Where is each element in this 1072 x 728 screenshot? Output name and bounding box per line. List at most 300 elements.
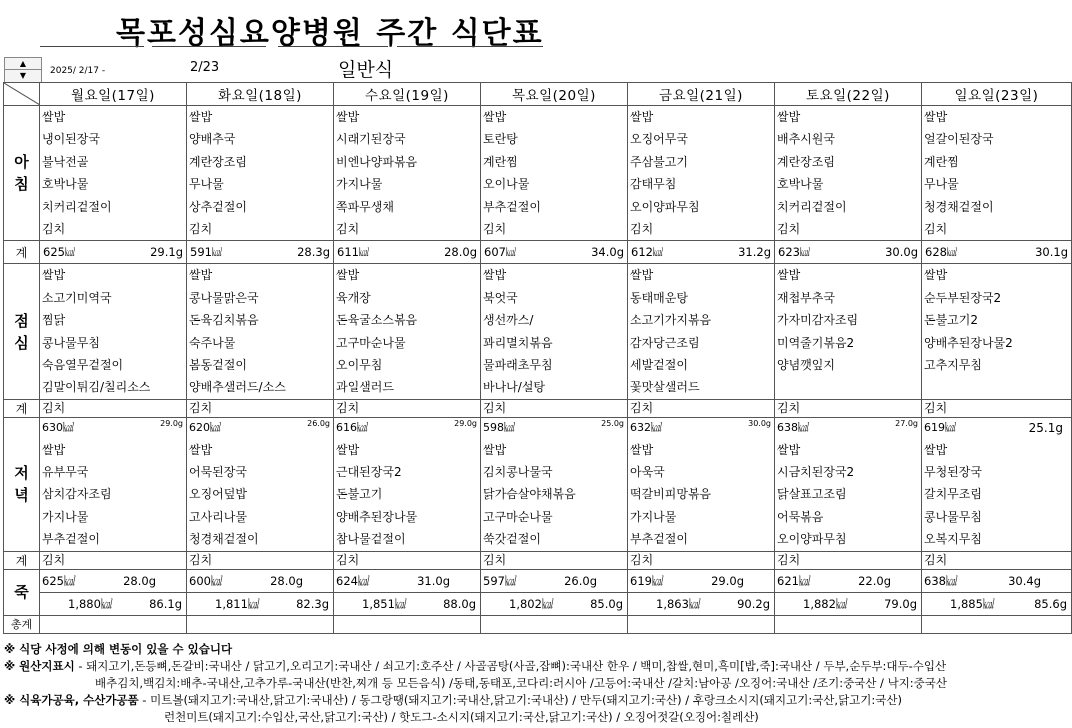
kcal-unit: ㎉: [358, 248, 369, 260]
lunch-day-cell: [628, 264, 775, 399]
dinner_kimchi-row: [4, 551, 1072, 569]
meal-label-subtotal: [4, 399, 40, 417]
nutrition-values: [334, 241, 480, 263]
kcal-value: 1,863: [656, 596, 689, 611]
menu-item: 호박나물: [777, 177, 824, 192]
dinner-day-cell: [775, 417, 922, 551]
menu-item: 꽈리멸치볶음: [483, 335, 553, 350]
nutrition-values: [775, 241, 921, 263]
lunch-day-cell: [187, 264, 334, 399]
menu-item: 김치: [336, 221, 360, 236]
menu-item: 가자미감자조림: [777, 313, 859, 328]
menu-item: 떡갈비피망볶음: [630, 487, 712, 502]
menu-item: 쌀밥: [777, 268, 801, 283]
protein-value: 25.1g: [1028, 420, 1063, 435]
lunch-day-cell: [481, 264, 628, 399]
menu-item: 김치: [777, 221, 801, 236]
menu-item: 미역줄기볶음2: [777, 335, 855, 350]
nutrition-values: [40, 570, 186, 592]
nutrition-cell: [187, 569, 334, 592]
menu-item: 쌀밥: [42, 442, 66, 457]
kcal-value: 612: [631, 245, 653, 260]
menu-item: 어묵된장국: [189, 465, 247, 480]
note-origin-2: 배추김치,백김치:배추-국내산,고추가루-국내산(반찬,찌개 등 모든음식) /동태,동태포,코다리:러시아 /고등어:국내산 /갈치:남아공 /오징어:국내산 /조기:중국산 / 낙지:중국산: [95, 676, 948, 690]
menu-item: 김치: [42, 552, 66, 567]
kcal-value: 630: [42, 420, 63, 434]
grand-total-label: [4, 615, 40, 633]
protein-value: 82.3g: [296, 596, 329, 611]
menu-item: 오이양파무침: [630, 199, 700, 214]
protein-value: 31.2g: [738, 245, 771, 260]
kimchi-cell: [40, 399, 187, 417]
menu-item: 감태무침: [630, 177, 677, 192]
menu-item: 쌀밥: [483, 268, 507, 283]
nutrition-values: [481, 570, 627, 592]
kimchi-cell: [922, 551, 1072, 569]
kimchi-cell: [187, 399, 334, 417]
menu-item: 봄동겉절이: [189, 357, 247, 372]
menu-item: 김치: [924, 400, 948, 415]
kimchi-cell: [334, 399, 481, 417]
menu-item: 쪽파무생채: [336, 199, 394, 214]
menu-item: 부추겉절이: [42, 532, 100, 547]
kimchi-cell: [481, 399, 628, 417]
kcal-value: 598: [483, 420, 504, 434]
grand-total-text: 총계: [10, 618, 33, 632]
menu-item: 고구마순나물: [336, 335, 406, 350]
nutrition-values: [40, 241, 186, 263]
menu-item: 얼갈이된장국: [924, 132, 994, 147]
kcal-unit: ㎉: [982, 596, 995, 611]
meal-label-lunch: [4, 264, 40, 399]
protein-value: 22.0g: [858, 573, 891, 588]
protein-value: 88.0g: [443, 596, 476, 611]
protein-value: 29.0g: [454, 418, 477, 428]
kcal-value: 625: [43, 245, 65, 260]
menu-item: 치커리겉절이: [777, 199, 847, 214]
lunch-day-cell: [334, 264, 481, 399]
protein-value: 26.0g: [564, 573, 597, 588]
lunch_kimchi-row: [4, 399, 1072, 417]
nutrition-values: [775, 593, 921, 615]
grand-total-cell: [922, 615, 1072, 633]
kcal-value: 1,802: [509, 596, 542, 611]
kcal-wrap: [43, 241, 75, 263]
breakfast_nutrition-row: [4, 241, 1072, 264]
kcal-unit: ㎉: [651, 573, 664, 588]
menu-item: 고구마순나물: [483, 509, 553, 524]
menu-item: 물파래초무침: [483, 357, 553, 372]
notes: [4, 641, 1070, 726]
menu-item: 양배추된장나물: [336, 509, 418, 524]
menu-item: 쌀밥: [483, 110, 507, 124]
protein-value: 30.0g: [885, 245, 918, 260]
kcal-value: 1,851: [362, 596, 395, 611]
kcal-unit: ㎉: [504, 420, 515, 434]
menu-item: 김치: [924, 221, 948, 236]
kcal-unit: ㎉: [211, 248, 222, 260]
menu-item: 양배추된장나물2: [924, 335, 1013, 350]
kcal-unit: ㎉: [798, 573, 811, 588]
menu-item: 순두부된장국2: [924, 290, 1002, 305]
divider: [152, 46, 266, 47]
menu-item: 오징어무국: [630, 132, 688, 147]
menu-item: 김치: [483, 400, 507, 415]
protein-value: 79.0g: [884, 596, 917, 611]
menu-item: 쌀밥: [189, 268, 213, 283]
menu-item: 오복지무침: [924, 532, 982, 547]
menu-item: 바나나/설탕: [483, 380, 546, 395]
kcal-unit: ㎉: [357, 573, 370, 588]
nutrition-cell: [922, 592, 1072, 615]
day-header: 토요일(22일): [775, 83, 922, 106]
menu-item: 근대된장국2: [336, 465, 402, 480]
kcal-value: 628: [925, 245, 947, 260]
date-spinner[interactable]: [4, 57, 42, 83]
divider: [40, 46, 144, 47]
kcal-unit: ㎉: [652, 248, 663, 260]
nutrition-values: [628, 593, 774, 615]
corner-diagonal: [4, 83, 40, 105]
menu-item: 세발겉절이: [630, 357, 688, 372]
corner-cell: [4, 83, 40, 106]
grand-total-cell: [775, 615, 922, 633]
menu-item: 쌀밥: [777, 442, 801, 457]
kimchi-cell: [775, 399, 922, 417]
menu-item: 생선까스/: [483, 313, 534, 328]
kcal-unit: ㎉: [651, 420, 662, 434]
dinner-day-cell: [628, 417, 775, 551]
dinner-day-cell: [922, 417, 1072, 551]
note-processed-2: 런천미트(돼지고기:수입산,국산,닭고기:국산) / 핫도그-소시지(돼지고기:국산,닭고기:국산) / 오징어젓갈(오징어:칠레산): [164, 710, 759, 724]
kimchi-cell: [922, 399, 1072, 417]
nutrition-values: [481, 241, 627, 263]
protein-value: 90.2g: [737, 596, 770, 611]
note-processed: ※ 식육가공육, 수산가공품 - 미트볼(돼지고기:국내산,닭고기:국내산) / 동그랑땡(돼지고기:국내산,닭고기:국내산) / 만두(돼지고기:국산) / 후랑크소시지(돼지고기:국산,닭고기:국산): [4, 693, 902, 707]
kcal-wrap: [362, 593, 406, 615]
protein-value: 30.0g: [748, 418, 771, 428]
menu-item: 쌀밥: [924, 268, 948, 283]
protein-value: 29.1g: [150, 245, 183, 260]
menu-item: 청경채겉절이: [189, 532, 259, 547]
menu-item: 쌀밥: [42, 268, 66, 283]
menu-item: 삼치감자조림: [42, 487, 112, 502]
meal-label-text: 죽: [14, 583, 29, 602]
kcal-value: 1,882: [803, 596, 836, 611]
kcal-wrap: [484, 241, 516, 263]
menu-item: 시금치된장국2: [777, 465, 855, 480]
dinner-day-cell: [40, 417, 187, 551]
kcal-unit: ㎉: [394, 596, 407, 611]
menu-item: 재첩부추국: [777, 290, 835, 305]
protein-value: 28.3g: [297, 245, 330, 260]
nutrition-values: [922, 418, 1071, 439]
kcal-unit: ㎉: [799, 248, 810, 260]
nutrition-cell: [40, 592, 187, 615]
nutrition-values: [481, 418, 627, 439]
menu-item: 배추시원국: [777, 132, 835, 147]
menu-item: 쌀밥: [336, 110, 360, 124]
kcal-unit: ㎉: [210, 420, 221, 434]
menu-item: 김치: [42, 400, 66, 415]
menu-item: 쌀밥: [189, 442, 213, 457]
kcal-value: 638: [924, 573, 946, 588]
menu-item: 동태매운탕: [630, 290, 688, 305]
kimchi-cell: [628, 399, 775, 417]
meal-label-subtotal: [4, 241, 40, 264]
kcal-wrap: [924, 570, 957, 592]
menu-item: 계란장조림: [777, 154, 835, 169]
dinner-day-cell: [481, 417, 628, 551]
menu-item: 김치: [336, 400, 360, 415]
grand-total-cell: [481, 615, 628, 633]
kcal-value: 616: [336, 420, 357, 434]
porridge-row: [4, 569, 1072, 592]
menu-item: 과일샐러드: [336, 380, 394, 395]
note-origin: ※ 원산지표시 - 돼지고기,돈등뼈,돈갈비:국내산 / 닭고기,오리고기:국내산 / 쇠고기:호주산 / 사골곰탕(사골,잡뼈):국내산 한우 / 백미,찹쌀,현미,흑미[밥,죽]:국내산 / 두부,순두부:대두-수입산: [4, 659, 947, 673]
menu-item: 무나물: [924, 177, 959, 192]
menu-item: 양념깻잎지: [777, 357, 835, 372]
menu-item: 어묵볶음: [777, 509, 824, 524]
kcal-value: 619: [924, 420, 945, 434]
protein-value: 86.1g: [149, 596, 182, 611]
nutrition-cell: [775, 592, 922, 615]
menu-item: 숙주나물: [189, 335, 236, 350]
dinner-day-cell: [187, 417, 334, 551]
kimchi-cell: [628, 551, 775, 569]
menu-item: 감자당근조림: [630, 335, 700, 350]
kcal-wrap: [925, 241, 957, 263]
menu-item: 쑥갓겉절이: [483, 532, 541, 547]
nutrition-cell: [40, 241, 187, 264]
kcal-unit: ㎉: [946, 248, 957, 260]
nutrition-cell: [922, 241, 1072, 264]
nutrition-values: [334, 593, 480, 615]
kcal-unit: ㎉: [63, 573, 76, 588]
kcal-wrap: [950, 593, 994, 615]
menu-item: 쌀밥: [483, 442, 507, 457]
menu-item: 참나물겉절이: [336, 532, 406, 547]
menu-item: 닭살표고조림: [777, 487, 847, 502]
menu-item: 갈치무조림: [924, 487, 982, 502]
kcal-value: 591: [190, 245, 212, 260]
kimchi-cell: [481, 551, 628, 569]
meal-label-text: 저 녁: [14, 464, 29, 505]
meal-label-text: 계: [15, 553, 28, 568]
menu-item: 김치콩나물국: [483, 465, 553, 480]
kcal-unit: ㎉: [100, 596, 113, 611]
lunch-day-cell: [775, 264, 922, 399]
menu-item: 김치: [483, 221, 507, 236]
menu-item: 쌀밥: [630, 110, 654, 124]
breakfast-day-cell: [187, 106, 334, 241]
menu-item: 숙음열무겉절이: [42, 357, 124, 372]
day-header: 금요일(21일): [628, 83, 775, 106]
lunch-day-cell: [922, 264, 1072, 399]
nutrition-values: [775, 570, 921, 592]
kcal-wrap: [656, 593, 700, 615]
menu-item: 무청된장국: [924, 465, 982, 480]
kcal-wrap: [215, 593, 259, 615]
divider: [397, 46, 543, 47]
kcal-value: 623: [778, 245, 800, 260]
menu-item: 김치: [189, 552, 213, 567]
menu-item: 토란탕: [483, 132, 518, 147]
lunch-row: [4, 264, 1072, 399]
chevron-up-icon[interactable]: ▲: [19, 59, 27, 68]
day-header: 일요일(23일): [922, 83, 1072, 106]
nutrition-cell: [187, 241, 334, 264]
menu-item: 돈불고기: [336, 487, 383, 502]
nutrition-values: [40, 418, 186, 439]
kcal-unit: ㎉: [247, 596, 260, 611]
kcal-unit: ㎉: [505, 248, 516, 260]
kcal-value: 619: [630, 573, 652, 588]
menu-item: 김치: [189, 221, 213, 236]
menu-item: 쌀밥: [777, 110, 801, 124]
nutrition-cell: [334, 241, 481, 264]
dinner-row: [4, 417, 1072, 551]
menu-item: 김치: [336, 552, 360, 567]
nutrition-values: [187, 593, 333, 615]
kcal-value: 600: [189, 573, 211, 588]
breakfast-day-cell: [334, 106, 481, 241]
kimchi-cell: [187, 551, 334, 569]
menu-item: 김말이튀김/칠리소스: [42, 380, 151, 395]
kcal-unit: ㎉: [945, 420, 956, 434]
protein-value: 30.4g: [1008, 573, 1041, 588]
menu-item: 돈육김치볶음: [189, 313, 259, 328]
menu-item: [922, 376, 1071, 398]
menu-item: 김치: [777, 400, 801, 415]
nutrition-cell: [481, 241, 628, 264]
kcal-wrap: [68, 593, 112, 615]
menu-item: 고추지무침: [924, 357, 982, 372]
kcal-value: 607: [484, 245, 506, 260]
protein-value: 29.0g: [711, 573, 744, 588]
menu-item: 김치: [42, 221, 66, 236]
breakfast-day-cell: [40, 106, 187, 241]
kcal-value: 620: [189, 420, 210, 434]
nutrition-cell: [481, 569, 628, 592]
kcal-unit: ㎉: [945, 573, 958, 588]
nutrition-cell: [628, 569, 775, 592]
nutrition-values: [775, 418, 921, 439]
kcal-wrap: [42, 570, 75, 592]
kcal-unit: ㎉: [504, 573, 517, 588]
menu-item: 호박나물: [42, 177, 89, 192]
chevron-down-icon[interactable]: ▼: [5, 69, 41, 81]
nutrition-values: [334, 570, 480, 592]
protein-value: 34.0g: [591, 245, 624, 260]
menu-item: 계란찜: [924, 154, 959, 169]
menu-item: [775, 376, 921, 398]
kcal-wrap: [803, 593, 847, 615]
menu-item: 오이무침: [336, 357, 383, 372]
menu-item: 소고기미역국: [42, 290, 112, 305]
menu-item: 오이양파무침: [777, 532, 847, 547]
nutrition-values: [187, 570, 333, 592]
kcal-unit: ㎉: [541, 596, 554, 611]
menu-item: 쌀밥: [42, 110, 66, 124]
lunch-day-cell: [40, 264, 187, 399]
meal-label-text: 아 침: [14, 153, 29, 194]
kcal-unit: ㎉: [210, 573, 223, 588]
menu-item: 아욱국: [630, 465, 665, 480]
day-header: 수요일(19일): [334, 83, 481, 106]
nutrition-values: [628, 241, 774, 263]
menu-item: 양배추샐러드/소스: [189, 380, 286, 395]
menu-item: 시래기된장국: [336, 132, 406, 147]
kcal-value: 597: [483, 573, 505, 588]
menu-item: 김치: [777, 552, 801, 567]
kcal-wrap: [509, 593, 553, 615]
nutrition-cell: [334, 592, 481, 615]
menu-item: 불낙전골: [42, 154, 89, 169]
breakfast-day-cell: [481, 106, 628, 241]
nutrition-values: [40, 593, 186, 615]
breakfast-day-cell: [922, 106, 1072, 241]
menu-item: 유부무국: [42, 465, 89, 480]
menu-item: 콩나물무침: [42, 335, 100, 350]
menu-item: 김치: [189, 400, 213, 415]
breakfast-row: [4, 106, 1072, 241]
protein-value: 28.0g: [444, 245, 477, 260]
kcal-unit: ㎉: [798, 420, 809, 434]
menu-item: 주삼불고기: [630, 154, 688, 169]
menu-item: 오이나물: [483, 177, 530, 192]
protein-value: 28.0g: [270, 573, 303, 588]
nutrition-values: [187, 241, 333, 263]
nutrition-cell: [334, 569, 481, 592]
menu-item: 육개장: [336, 290, 371, 305]
nutrition-cell: [775, 241, 922, 264]
menu-item: 쌀밥: [630, 442, 654, 457]
menu-item: 오징어덮밥: [189, 487, 247, 502]
meal-label-dinner: [4, 417, 40, 551]
menu-item: 쌀밥: [336, 442, 360, 457]
meal-label-porridge: [4, 569, 40, 615]
protein-value: 31.0g: [417, 573, 450, 588]
nutrition-cell: [187, 592, 334, 615]
menu-item: 양배추국: [189, 132, 236, 147]
menu-item: 계란장조림: [189, 154, 247, 169]
day-header: 목요일(20일): [481, 83, 628, 106]
divider: [278, 46, 388, 47]
kcal-wrap: [189, 570, 222, 592]
menu-item: 가지나물: [630, 509, 677, 524]
menu-table: [3, 82, 1072, 634]
menu-item: 무나물: [189, 177, 224, 192]
kcal-value: 1,811: [215, 596, 248, 611]
meal-label-text: 점 심: [14, 311, 29, 352]
nutrition-values: [187, 418, 333, 439]
menu-item: 김치: [630, 400, 654, 415]
menu-item: 닭가슴살야채볶음: [483, 487, 576, 502]
nutrition-values: [628, 418, 774, 439]
menu-item: 꽃맛살샐러드: [630, 380, 700, 395]
kcal-value: 638: [777, 420, 798, 434]
nutrition-cell: [628, 241, 775, 264]
menu-item: 쌀밥: [924, 442, 948, 457]
daily-total-row: [4, 592, 1072, 615]
nutrition-cell: [922, 569, 1072, 592]
nutrition-values: [922, 593, 1071, 615]
kcal-value: 1,885: [950, 596, 983, 611]
menu-item: 쌀밥: [630, 268, 654, 283]
day-header: 월요일(17일): [40, 83, 187, 106]
menu-item: 찜닭: [42, 313, 66, 328]
